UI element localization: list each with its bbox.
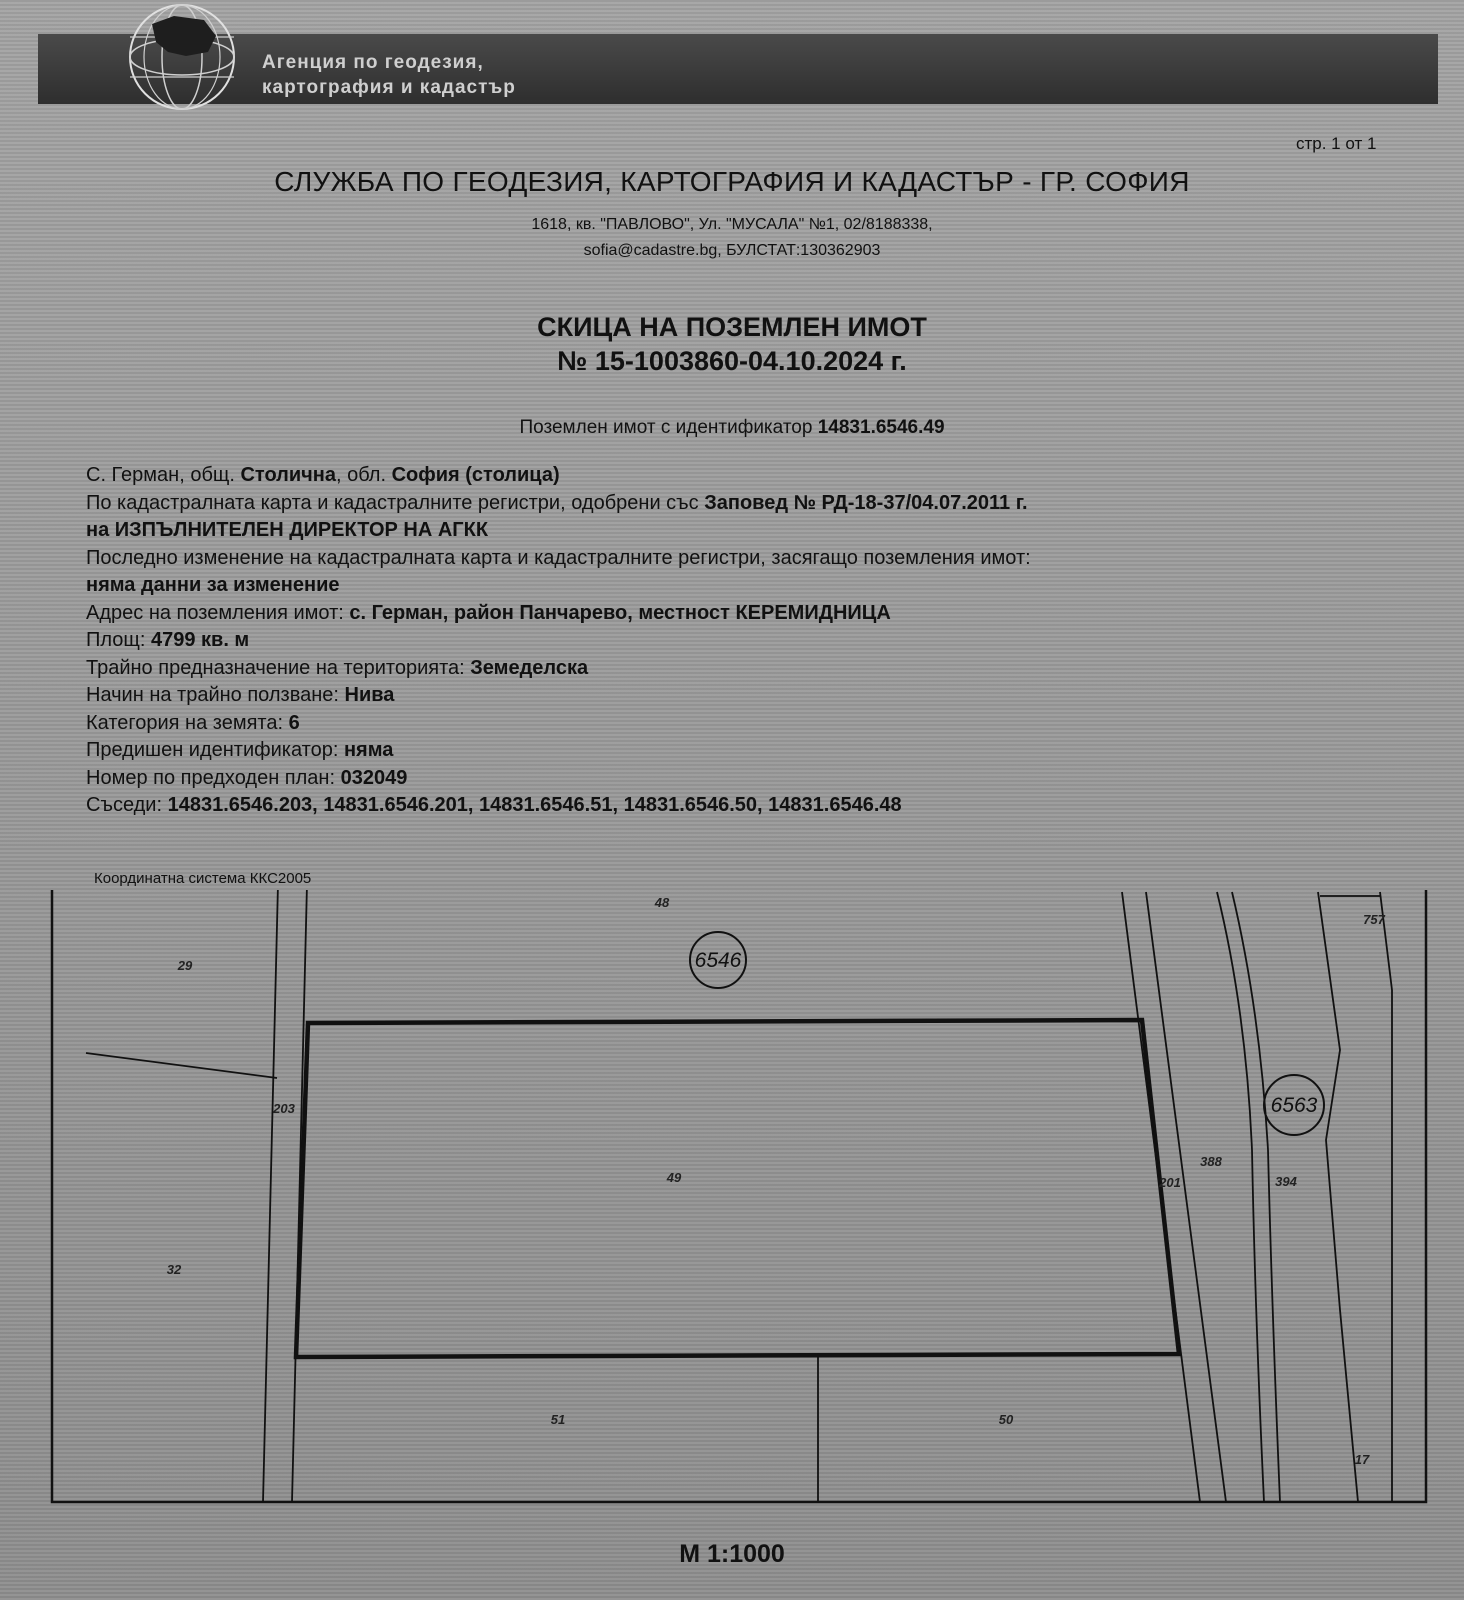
category-line	[86, 710, 1426, 738]
usage-value: Нива	[344, 684, 395, 706]
page-number: стр. 1 от 1	[1296, 134, 1377, 153]
approval-text: По кадастралната карта и кадастралните регистри, одобрени със	[86, 491, 699, 514]
last-change-label: Последно изменение на кадастралната карта и кадастралните регистри, засягащо поземления имот:	[86, 546, 1031, 569]
document-title: СКИЦА НА ПОЗЕМЛЕН ИМОТ	[537, 312, 927, 342]
property-details	[86, 462, 1426, 820]
approval-order: Заповед № РД-18-37/04.07.2011 г.	[704, 491, 1028, 514]
subject-parcel-49	[296, 1020, 1179, 1357]
plot-label-17: 17	[1354, 1452, 1370, 1467]
area-label: Площ:	[86, 629, 146, 651]
boundary-line	[263, 890, 278, 1502]
plot-label-394: 394	[1275, 1174, 1297, 1189]
last-change-value: няма данни за изменение	[86, 574, 340, 596]
block-label-6563: 6563	[1270, 1094, 1318, 1117]
prev-plan-line	[86, 765, 1426, 793]
address-line	[86, 600, 1426, 628]
agency-name-line1: Агенция по геодезия,	[262, 52, 484, 73]
plot-label-201: 201	[1159, 1175, 1181, 1190]
region-label: , обл.	[336, 464, 387, 486]
office-address	[0, 212, 1464, 264]
agency-name-line2: картография и кадастър	[262, 77, 516, 98]
purpose-label: Трайно предназначение на територията:	[86, 656, 465, 679]
coordinate-system-label: Координатна система ККС2005	[94, 870, 312, 887]
boundary-line	[1217, 892, 1264, 1502]
prev-id-value: няма	[343, 739, 394, 761]
agency-logo-icon	[112, 2, 252, 112]
plot-label-48: 48	[654, 895, 670, 910]
plot-label-32: 32	[166, 1262, 182, 1277]
map-scale: М 1:1000	[679, 1540, 785, 1568]
boundary-line	[1146, 892, 1226, 1502]
approval-authority-line	[86, 517, 1426, 545]
last-change-line	[86, 572, 1426, 600]
document-number: № 15-1003860-04.10.2024 г.	[557, 346, 907, 376]
purpose-line	[86, 655, 1426, 683]
office-address-line1: 1618, кв. "ПАВЛОВО", Ул. "МУСАЛА" №1, 02/8188338,	[531, 216, 933, 233]
area-line	[86, 627, 1426, 655]
settlement: С. Герман	[86, 464, 180, 486]
plot-label-50: 50	[998, 1412, 1014, 1427]
agency-name	[262, 50, 516, 100]
address-value: с. Герман, район Панчарево, местност КЕРЕМИДНИЦА	[349, 601, 891, 624]
block-label-6546: 6546	[694, 949, 742, 972]
approval-authority: на ИЗПЪЛНИТЕЛЕН ДИРЕКТОР НА АГКК	[86, 519, 489, 541]
neighbors-line	[86, 792, 1426, 820]
boundary-line	[1380, 892, 1392, 1502]
boundary-line	[1122, 892, 1200, 1502]
category-label: Категория на земята:	[86, 711, 284, 734]
boundary-line	[292, 890, 307, 1502]
prev-id-line	[86, 737, 1426, 765]
prev-plan-value: 032049	[340, 766, 408, 789]
purpose-value: Земеделска	[470, 656, 589, 679]
boundary-line	[1232, 892, 1280, 1502]
boundary-line	[1318, 892, 1358, 1502]
neighbors-label: Съседи:	[86, 794, 163, 816]
plot-label-49: 49	[666, 1170, 682, 1185]
prev-id-label: Предишен идентификатор:	[86, 739, 339, 761]
boundary-line	[86, 1053, 277, 1078]
usage-line	[86, 682, 1426, 710]
office-title: СЛУЖБА ПО ГЕОДЕЗИЯ, КАРТОГРАФИЯ И КАДАСТЪР - ГР. СОФИЯ	[274, 166, 1190, 197]
plot-label-757: 757	[1363, 912, 1385, 927]
identifier-value: 14831.6546.49	[817, 417, 945, 438]
municipality: Столична	[240, 464, 336, 486]
area-value: 4799 кв. м	[150, 629, 250, 651]
document-title-block	[0, 310, 1464, 378]
prev-plan-label: Номер по предходен план:	[86, 766, 336, 789]
plot-label-388: 388	[1200, 1154, 1222, 1169]
location-line	[86, 462, 1426, 490]
neighbors-value: 14831.6546.203, 14831.6546.201, 14831.6546.51, 14831.6546.50, 14831.6546.48	[167, 794, 902, 816]
office-address-line2: sofia@cadastre.bg, БУЛСТАТ:130362903	[583, 242, 881, 259]
region: София (столица)	[391, 464, 560, 486]
identifier-label: Поземлен имот с идентификатор	[519, 417, 813, 438]
plot-label-51: 51	[550, 1412, 566, 1427]
plot-label-29: 29	[177, 958, 193, 973]
municipality-label: , общ.	[179, 464, 235, 486]
map-frame	[52, 890, 1426, 1502]
property-identifier	[0, 417, 1464, 439]
category-value: 6	[288, 711, 300, 734]
address-label: Адрес на поземления имот:	[86, 601, 344, 624]
cadastral-map	[40, 890, 1440, 1540]
usage-label: Начин на трайно ползване:	[86, 684, 339, 706]
approval-line	[86, 490, 1426, 518]
plot-label-203: 203	[273, 1101, 295, 1116]
